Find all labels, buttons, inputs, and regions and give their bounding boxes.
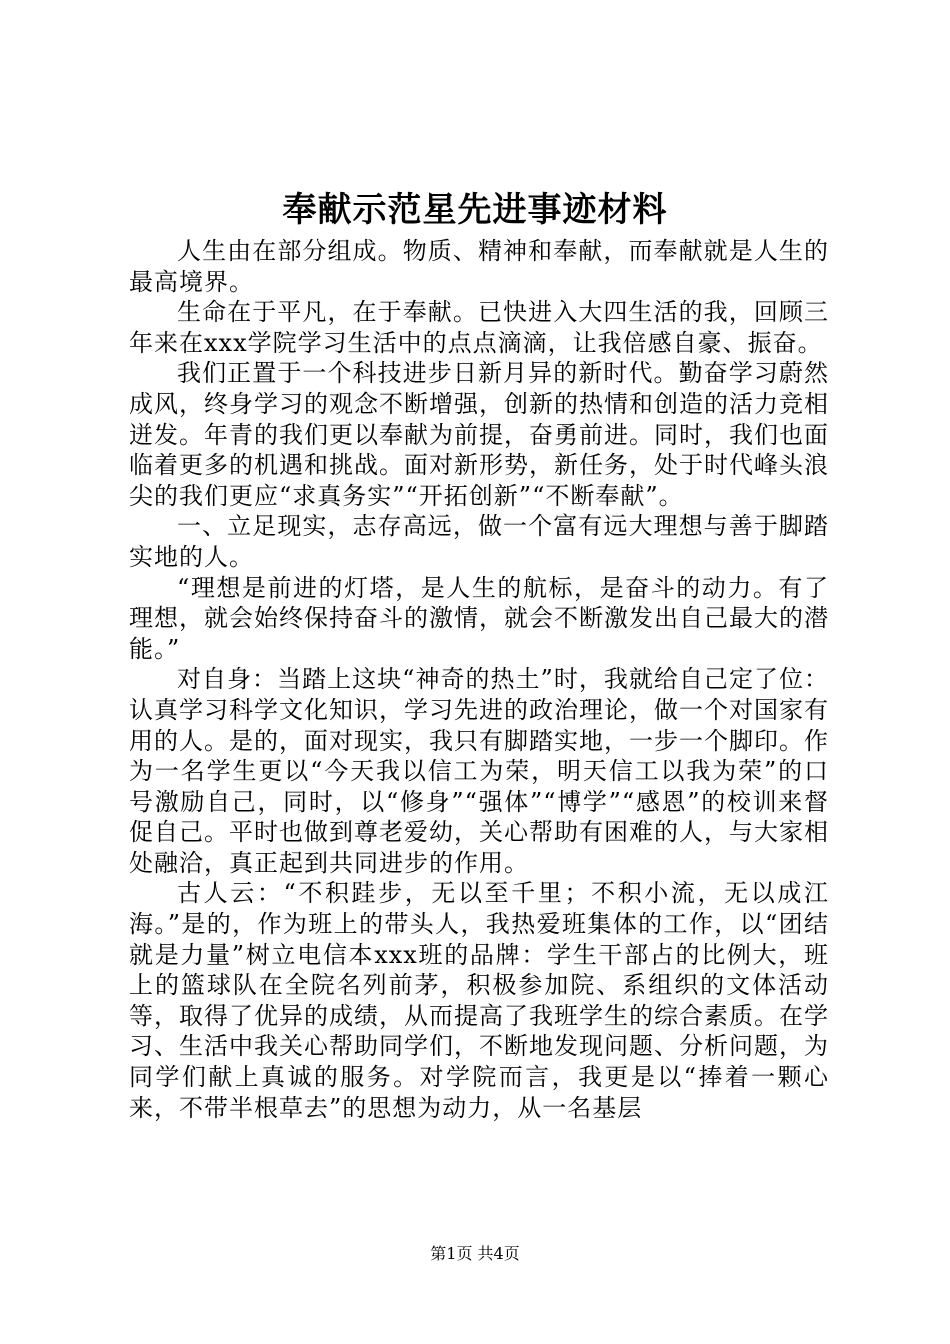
document-title: 奉献示范星先进事迹材料	[282, 190, 668, 230]
paragraph-1: 人生由在部分组成。物质、精神和奉献，而奉献就是人生的最高境界。	[129, 237, 829, 296]
document-body	[129, 236, 829, 1123]
paragraph-4: 一、立足现实，志存高远，做一个富有远大理想与善于脚踏实地的人。	[129, 512, 829, 571]
paragraph-2: 生命在于平凡，在于奉献。已快进入大四生活的我，回顾三年来在xxx学院学习生活中的点点滴滴，让我倍感自豪、振奋。	[129, 298, 829, 357]
paragraph-5: “理想是前进的灯塔，是人生的航标，是奋斗的动力。有了理想，就会始终保持奋斗的激情，就会不断激发出自己最大的潜能。”	[129, 573, 829, 663]
page-number-footer: 第1页 共4页	[430, 1244, 520, 1263]
paragraph-3: 我们正置于一个科技进步日新月异的新时代。勤奋学习蔚然成风，终身学习的观念不断增强，创新的热情和创造的活力竞相迸发。年青的我们更以奉献为前提，奋勇前进。同时，我们也面临着更多的机遇和挑战。面对新形势，新任务，处于时代峰头浪尖的我们更应“求真务实”“开拓创新”“不断奉献”。	[129, 359, 829, 510]
paragraph-7: 古人云：“不积跬步，无以至千里；不积小流，无以成江海。”是的，作为班上的带头人，我热爱班集体的工作，以“团结就是力量”树立电信本xxx班的品牌：学生干部占的比例大，班上的篮球队在全院名列前茅，积极参加院、系组织的文体活动等，取得了优异的成绩，从而提高了我班学生的综合素质。在学习、生活中我关心帮助同学们，不断地发现问题、分析问题，为同学们献上真诚的服务。对学院而言，我更是以“捧着一颗心来，不带半根草去”的思想为动力，从一名基层	[129, 879, 829, 1122]
paragraph-6: 对自身：当踏上这块“神奇的热土”时，我就给自己定了位：认真学习科学文化知识，学习先进的政治理论，做一个对国家有用的人。是的，面对现实，我只有脚踏实地，一步一个脚印。作为一名学生更以“今天我以信工为荣，明天信工以我为荣”的口号激励自己，同时，以“修身”“强体”“博学”“感恩”的校训来督促自己。平时也做到尊老爱幼，关心帮助有困难的人，与大家相处融洽，真正起到共同进步的作用。	[129, 665, 829, 877]
